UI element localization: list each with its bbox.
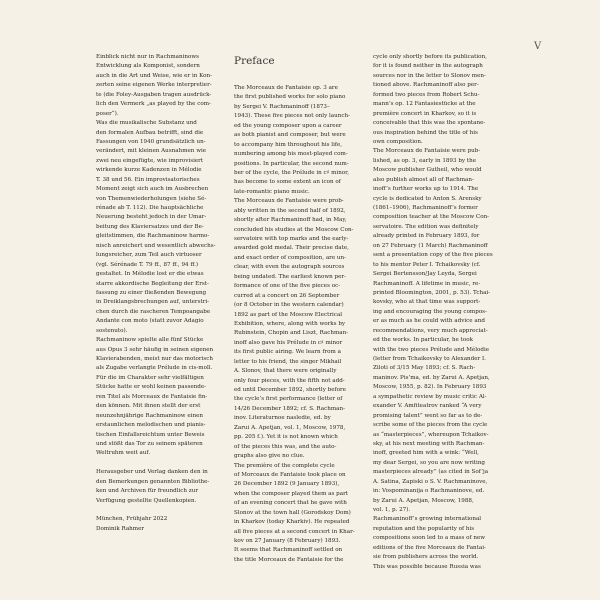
text-line: inoff’s further works up to 1914. The [373, 186, 479, 193]
text-line: maninov. Pis’ma, ed. by Zarui A. Apetjan, [373, 374, 490, 381]
text-line: of Morceaux de Fantaisie took place on [234, 471, 346, 478]
text-line: cycle only shortly before its publication, [373, 54, 487, 60]
text-line: of the pieces this was, and the auto- [234, 443, 337, 450]
text-line: shortly after Rachmaninoff had, in May, [234, 217, 347, 224]
text-line: ed the young composer upon a career [234, 122, 342, 129]
text-line: to his mentor Peter I. Tchaikovsky (cf. [373, 261, 481, 268]
text-line: late-romantic piano music. [234, 188, 310, 195]
text-line: for it is found neither in the autograph [373, 63, 483, 70]
text-line: aus Opus 3 sehr häufig in seinen eigenen [96, 346, 214, 353]
paragraph-gap [96, 459, 224, 468]
text-line: er as much as he could with advice and [373, 318, 485, 325]
text-line: gleitstimmen, die Rachmaninow harmo- [96, 233, 210, 240]
text-line: inoff also gave his Prélude in c♯ minor [234, 339, 343, 346]
text-line: München, Frühjahr 2022 [96, 516, 168, 523]
text-line: den können. Mit ihnen stellt der erst [96, 403, 201, 410]
text-line: and exact order of composition, are un- [234, 254, 347, 261]
text-line: concluded his studies at the Moscow Con- [234, 226, 354, 233]
text-line: It seems that Rachmaninoff settled on [234, 547, 343, 554]
text-line: exander V. Amfiteatrov ranked “A very [373, 403, 482, 410]
text-line: composition teacher at the Moscow Con- [373, 214, 490, 221]
text-line: sie from publishers across the world. [373, 554, 479, 561]
text-line: Ziloti of 3/15 May 1893; cf. S. Rach- [373, 365, 476, 372]
text-line: Einblick nicht nur in Rachmaninows [96, 54, 199, 60]
text-line: wirkende kurze Kadenzen in Mélodie [96, 167, 202, 174]
text-line: numbering among his most-played com- [234, 151, 348, 158]
text-line: Neuerung besteht jedoch in der Umar- [96, 214, 207, 221]
text-line: as “masterpieces”, whereupon Tchaikov- [373, 431, 489, 438]
text-line: by Sergei V. Rachmaninoff (1873– [234, 103, 330, 110]
text-line: den formalen Aufbau betrifft, sind die [96, 129, 204, 136]
text-line: 26 December 1892 (9 January 1893), [234, 481, 340, 488]
text-line: inov. Literaturnoe nasledie, ed. by [234, 415, 331, 422]
text-line: Klavierabenden, meist nur das motorisch [96, 356, 213, 362]
text-line: in: Vospominanija o Rachmaninove, ed. [373, 488, 485, 495]
text-line: letter to his friend, the singer Mikhail [234, 358, 342, 365]
text-line: its first public airing. We learn from a [234, 349, 341, 356]
text-line: Exhibition, where, along with works by [234, 320, 346, 327]
text-line: graphs also give no clue. [234, 453, 305, 460]
text-line: (or 8 October in the western calendar) [234, 302, 344, 309]
text-line: sent a presentation copy of the five pieces [373, 252, 493, 259]
text-line: in Kharkov (today Kharkiv). He repeated [234, 519, 350, 526]
text-line: vol. 1, p. 27). [373, 507, 411, 513]
text-line: A. Slonov, that there were originally [234, 368, 337, 375]
text-line: only four pieces, with the fifth not add- [234, 377, 345, 384]
text-line: te (die Foley-Ausgaben tragen ausdrück- [96, 91, 212, 98]
text-line: Weltruhm weit auf. [96, 450, 151, 457]
text-line: ren Titel als Morceaux de Fantaisie fin- [96, 393, 208, 400]
text-line: positions. In particular, the second num- [234, 160, 349, 167]
text-line: zerten seine eigenen Werke interpretier- [96, 82, 212, 89]
text-line: verändert, mit kleinen Ausnahmen wie [96, 148, 207, 155]
text-line: lich den Vermerk „as played by the com- [96, 101, 211, 108]
text-line: pp. 205 f.). Yet it is not known which [234, 434, 338, 441]
text-line: poser“). [96, 110, 119, 117]
text-line: Stücke hatte er wohl keinen passende- [96, 384, 207, 391]
text-line: cycle is dedicated to Anton S. Arensky [373, 195, 482, 202]
text-line: Sergei Bertensson/Jay Leyda, Sergei [373, 271, 477, 278]
text-line: awarded gold medal. Their precise date, [234, 245, 349, 252]
text-line: recommendations, very much appreciat- [373, 327, 488, 334]
text-line: Herausgeber und Verlag danken den in [96, 469, 208, 476]
text-line: already printed in February 1893, for [373, 233, 480, 240]
text-line: as both pianist and composer, but were [234, 132, 346, 139]
text-line: Rachmaninoff’s growing international [373, 516, 482, 523]
text-line: 14/26 December 1892; cf. S. Rachman- [234, 405, 345, 412]
text-line: of an evening concert that he gave with [234, 500, 347, 507]
text-line: Andante con moto (statt zuvor Adagio [96, 318, 204, 325]
text-line: Slonov at the town hall (Gorodskoy Dom) [234, 509, 351, 516]
text-line: editions of the five Morceaux de Fantai- [373, 544, 486, 551]
text-line: T. 38 und 56. Ein improvisatorisches [96, 176, 200, 183]
text-line: (1861–1906), Rachmaninoff’s former [373, 205, 478, 211]
text-line: scribe some of the pieces from the cycle [373, 422, 488, 429]
text-line: Moscow, 1955, p. 82). In February 1893 [373, 384, 487, 391]
text-line: A. Satina, Zapiski o S. V. Rachmaninove, [373, 478, 488, 485]
text-line: the title Morceaux de Fantaisie for the [234, 556, 344, 563]
text-line: formed two pieces from Robert Schu- [373, 91, 480, 98]
text-line: sky, at his next meeting with Rachman- [373, 440, 485, 447]
text-line: curred at a concert on 26 September [234, 292, 340, 299]
text-line: tioned above. Rachmaninoff also per- [373, 82, 479, 89]
text-line: with the two pieces Prélude and Mélodie [373, 346, 490, 353]
text-line: von Themenwiederholungen (siehe Sé- [96, 195, 207, 202]
text-line: all five pieces at a second concert in Khar- [234, 528, 355, 535]
text-line: Moscow publisher Gutheil, who would [373, 167, 482, 174]
text-line: starre akkordische Begleitung der Erst- [96, 280, 209, 287]
text-line: Rachmaninow spielte alle fünf Stücke [96, 337, 204, 344]
text-line: a sympathetic review by music critic Al- [373, 393, 487, 400]
text-line: Fassungen von 1940 grundsätzlich un- [96, 138, 206, 145]
text-line: has become to some extent an icon of [234, 179, 341, 186]
text-line: kovsky, who at that time was support- [373, 299, 481, 306]
text-line: fassung zu einer fließenden Bewegung [96, 289, 207, 296]
text-line: ber of the cycle, the Prélude in c♯ minor, [234, 169, 350, 176]
text-line: Für die im Charakter sehr vielfältigen [96, 374, 204, 381]
text-line: masterpieces already” (as cited in Sof’ja [373, 469, 489, 476]
text-line: première concert in Kharkov, so it is [373, 110, 477, 117]
text-line: The Morceaux de Fantaisie op. 3 are [234, 85, 338, 91]
text-line: chen durch die rascheren Tempoangabe [96, 308, 211, 315]
text-line: tischen Einfallsreichtum unter Beweis [96, 431, 205, 438]
text-line: ken und Archiven für freundlich zur [96, 488, 199, 495]
text-line: also publish almost all of Rachman- [373, 176, 474, 183]
preface-column-b [373, 53, 513, 572]
text-line: auch in die Art und Weise, wie er in Kon- [96, 72, 212, 79]
text-line: beitung des Klaviersatzes und der Be- [96, 223, 204, 230]
text-line: als Zugabe verlangte Prélude in cis-moll. [96, 365, 213, 372]
text-line: kov on 27 January (8 February) 1893. [234, 538, 341, 544]
text-line: ed the works. In particular, he took [373, 337, 474, 344]
text-line: gestaltet. In Mélodie lost er die etwas [96, 271, 204, 278]
text-line: conceivable that this was the spontane- [373, 120, 486, 127]
text-line: sources nor in the letter to Slonov men- [373, 72, 486, 79]
text-line: the cycle’s first performance (letter of [234, 396, 343, 403]
text-line: (letter from Tchaikovsky to Alexander I. [373, 356, 486, 362]
german-column [96, 53, 224, 534]
text-line: servatoire. The edition was definitely [373, 223, 479, 230]
text-line: own composition. [373, 138, 423, 145]
text-line: Moment zeigt sich auch im Ausbrechen [96, 186, 209, 193]
text-line: in Dreiklangsbrechungen auf, unterstri- [96, 299, 210, 306]
text-line: being undated. The earliest known per- [234, 273, 346, 280]
text-line: inoff, greeted him with a wink: “Well, [373, 450, 479, 457]
preface-heading: Preface [234, 55, 275, 67]
text-line: on 27 February (1 March) Rachmaninoff [373, 242, 488, 249]
text-line: Verfügung gestellte Quellenkopien. [96, 497, 197, 504]
text-line: ing and encouraging the young compos- [373, 308, 487, 315]
text-line: printed Bloomington, 2001, p. 53). Tchai- [373, 289, 491, 296]
paragraph-gap [96, 506, 224, 515]
text-line: ed until December 1892, shortly before [234, 387, 346, 393]
text-line: Rubinstein, Chopin and Liszt, Rachman- [234, 330, 349, 337]
text-line: Zarui A. Apetjan, vol. 1, Moscow, 1978, [234, 424, 346, 431]
text-line: sostenuto). [96, 327, 128, 334]
text-line: the first published works for solo piano [234, 94, 346, 101]
preface-column-a [234, 53, 370, 565]
text-line: by Zarui A. Apetjan, Moscow, 1988, [373, 497, 474, 504]
text-line: Dominik Rahmer [96, 525, 145, 532]
text-line: erstaunlichen melodischen und pianis- [96, 422, 206, 429]
text-line: reputation and the popularity of his [373, 525, 475, 532]
text-line: The Morceaux de Fantaisie were prob- [234, 198, 344, 205]
text-line: to accompany him throughout his life, [234, 141, 343, 148]
text-line: promising talent” went so far as to de- [373, 412, 483, 419]
text-line: This was possible because Russia was [373, 563, 481, 570]
text-line: servatoire with top marks and the early- [234, 236, 349, 242]
text-line: clear, with even the autograph sources [234, 264, 345, 271]
text-line: nisch anreichert und wesentlich abwechs- [96, 242, 216, 249]
text-line: zwei neu eingefügte, wie improvisiert [96, 157, 204, 164]
text-line: The première of the complete cycle [234, 462, 335, 469]
text-line: mann’s op. 12 Fantasiestücke at the [373, 101, 476, 108]
text-line: ous inspiration behind the title of his [373, 129, 478, 136]
text-line: (vgl. Sérénade T. 79 ff., 87 ff., 94 ff.) [96, 261, 199, 268]
text-line: den Bemerkungen genannten Bibliothe- [96, 478, 210, 485]
text-line: compositions soon led to a mass of new [373, 535, 486, 542]
text-line: Was die musikalische Substanz und [96, 120, 197, 127]
text-line: formance of one of the five pieces oc- [234, 283, 341, 290]
text-line: lungsreicher, zum Teil auch virtuoser [96, 252, 202, 259]
text-line: neunzehnjährige Rachmaninow einen [96, 412, 203, 419]
text-line: my dear Sergei, so you are now writing [373, 459, 486, 466]
text-line: Rachmaninoff. A lifetime in music, re- [373, 280, 481, 287]
text-line: 1943). These five pieces not only launch- [234, 113, 350, 120]
text-line: Entwicklung als Komponist, sondern [96, 63, 200, 70]
text-line: when the composer played them as part [234, 490, 349, 497]
text-line: 1892 as part of the Moscow Electrical [234, 311, 343, 318]
text-line: und stößt das Tor zu seinem späteren [96, 440, 203, 447]
text-line: lished, as op. 3, early in 1893 by the [373, 157, 477, 164]
page-number: V [534, 41, 542, 52]
text-line: rénade ab T. 112). Die hauptsächliche [96, 205, 204, 211]
text-line: The Morceaux de Fantaisie were pub- [373, 148, 481, 155]
text-line: ably written in the second half of 1892, [234, 207, 346, 214]
